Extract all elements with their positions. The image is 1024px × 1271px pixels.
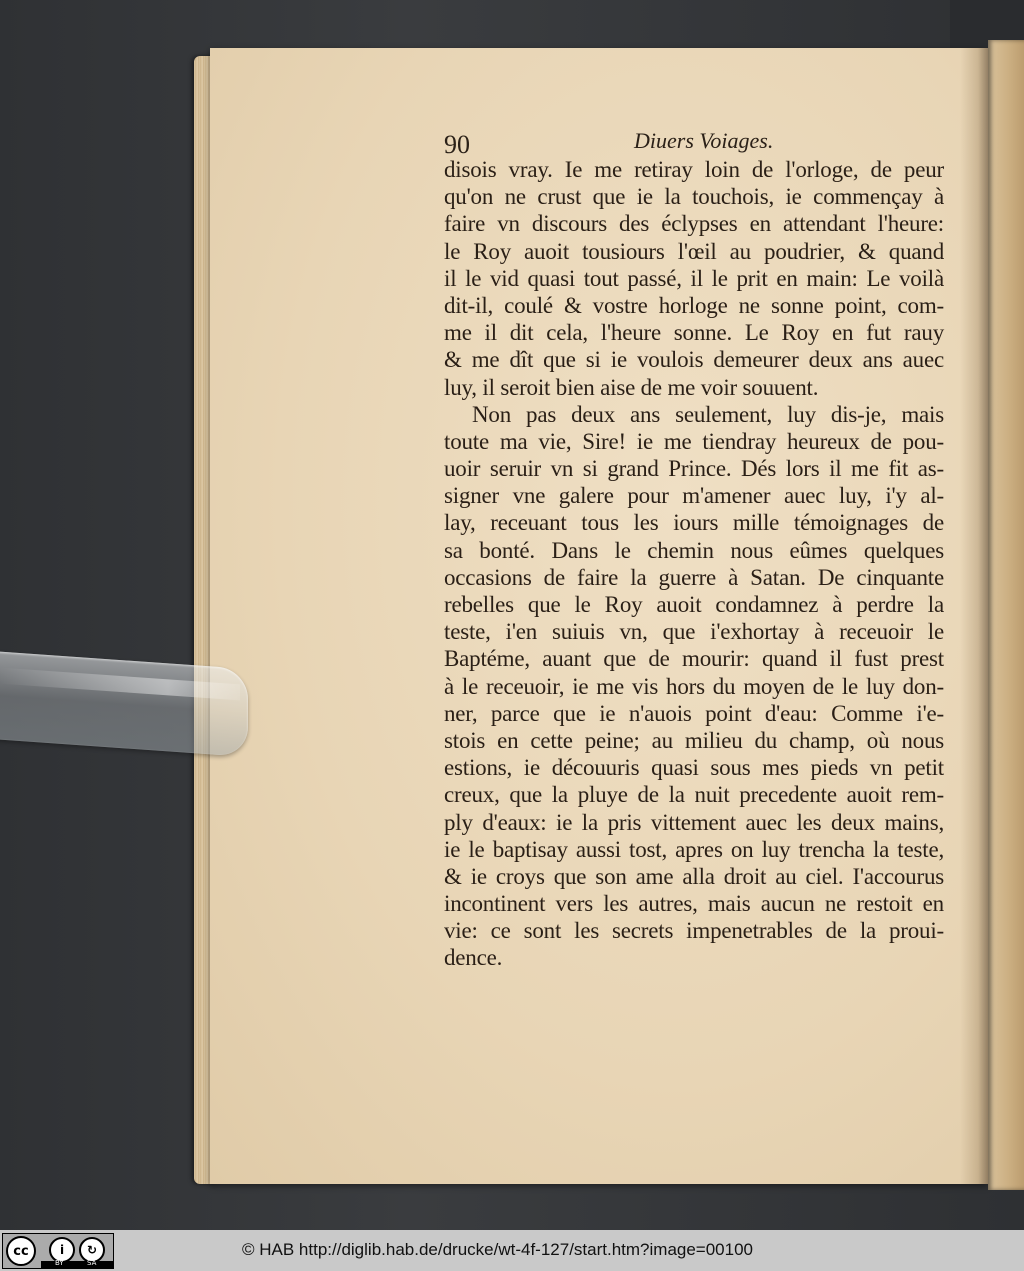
text-line: toute ma vie, Sire! ie me tiendray heureux de pou- — [444, 428, 944, 454]
text-line: lay, receuant tous les iours mille témoignages de — [444, 510, 944, 536]
text-line: stois en cette peine; au milieu du champ, où nous — [444, 727, 944, 753]
page-gutter-shadow — [960, 48, 990, 1184]
text-line: teste, i'en suiuis vn, que i'exhortay à receuoir le — [444, 619, 944, 645]
license-label-strip — [41, 1261, 113, 1269]
page-number: 90 — [444, 130, 470, 159]
by-label: BY — [55, 1259, 64, 1267]
footer-bar — [0, 1230, 1024, 1271]
creative-commons-badge[interactable] — [2, 1233, 114, 1269]
text-line: faire vn discours des éclypses en attendant l'heure: — [444, 211, 944, 237]
text-line: signer vne galere pour m'amener auec luy, i'y al- — [444, 483, 944, 509]
text-line: ner, parce que ie n'auois point d'eau: Comme i'e- — [444, 700, 944, 726]
text-line: ie le baptisay aussi tost, apres on luy trencha la teste, — [444, 836, 944, 862]
text-line: creux, que la pluye de la nuit precedente auoit rem- — [444, 782, 944, 808]
text-line: ply d'eaux: ie la pris vittement auec les deux mains, — [444, 809, 944, 835]
text-line: luy, il seroit bien aise de me voir souuent. — [444, 374, 819, 400]
text-line: dit-il, coulé & vostre horloge ne sonne point, com- — [444, 292, 944, 318]
text-line: à le receuoir, ie me vis hors du moyen de le luy don- — [444, 673, 944, 699]
text-line: Baptéme, auant que de mourir: quand il fust prest — [444, 646, 944, 672]
text-line: le Roy auoit tousiours l'œil au poudrier, & quand — [444, 238, 944, 264]
text-line: rebelles que le Roy auoit condamnez à perdre la — [444, 592, 944, 617]
text-line: vie: ce sont les secrets impenetrables de la proui- — [444, 918, 944, 944]
facing-page-edge — [988, 40, 1024, 1190]
text-line: dence. — [444, 945, 503, 971]
text-line: sa bonté. Dans le chemin nous eûmes quelques — [444, 537, 944, 563]
attribution-icon: i — [49, 1237, 75, 1263]
text-line: & ie croys que son ame alla droit au ciel. I'accourus — [444, 863, 944, 889]
text-line: il le vid quasi tout passé, il le prit en main: Le voilà — [444, 265, 944, 291]
source-url-text[interactable]: © HAB http://diglib.hab.de/drucke/wt-4f-127/start.htm?image=00100 — [242, 1240, 754, 1259]
share-alike-icon: ↻ — [79, 1237, 105, 1263]
running-title: Diuers Voiages. — [634, 128, 774, 153]
text-line: me il dit cela, l'heure sonne. Le Roy en fut rauy — [444, 320, 944, 346]
text-line: occasions de faire la guerre à Satan. De cinquante — [444, 564, 944, 590]
cc-icon: cc — [6, 1236, 36, 1266]
sa-label: SA — [87, 1259, 97, 1267]
text-line: disois vray. Ie me retiray loin de l'orloge, de peur — [444, 157, 944, 182]
body-text — [444, 156, 944, 972]
text-line: estions, ie découuris quasi sous mes pieds vn petit — [444, 755, 944, 781]
page-clip-holder — [0, 651, 248, 757]
text-line: incontinent vers les autres, mais aucun ne restoit en — [444, 891, 944, 917]
text-line: uoir seruir vn si grand Prince. Dés lors il me fit as- — [444, 456, 944, 482]
text-line: Non pas deux ans seulement, luy dis-je, mais — [472, 401, 944, 427]
text-line: qu'on ne crust que ie la touchois, ie commençay à — [444, 184, 944, 210]
text-line: & me dît que si ie voulois demeurer deux ans auec — [444, 347, 944, 373]
